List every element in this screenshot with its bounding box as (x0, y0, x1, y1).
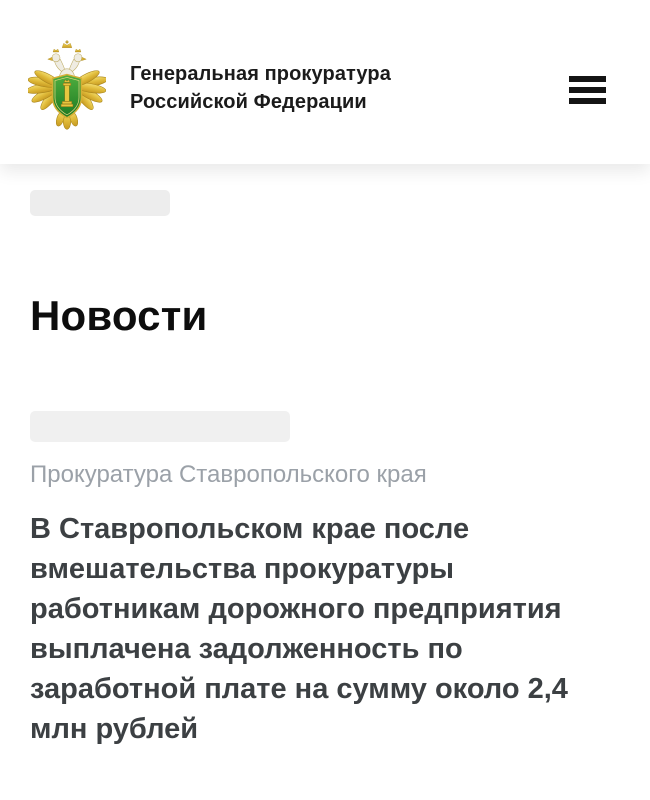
prosecutor-emblem-icon (28, 40, 106, 136)
app-header (0, 0, 650, 164)
hamburger-icon (569, 87, 606, 93)
hamburger-icon (569, 76, 606, 82)
page-title: Новости (30, 292, 208, 339)
article-source: Прокуратура Ставропольского края (30, 461, 427, 488)
main-content (0, 190, 650, 749)
home-logo-link[interactable] (28, 40, 418, 136)
hamburger-menu-button[interactable] (569, 76, 606, 104)
org-title[interactable]: Генеральная прокуратура Российской Федерации (130, 63, 391, 113)
hamburger-icon (569, 98, 606, 104)
article-headline-link[interactable]: В Ставропольском крае после вмешательства прокуратуры работникам дорожного предприятия выплачена задолженность по заработной плате на сумму около 2,4 млн рублей (30, 513, 568, 745)
date-skeleton (30, 411, 290, 442)
breadcrumb-skeleton (30, 190, 170, 216)
